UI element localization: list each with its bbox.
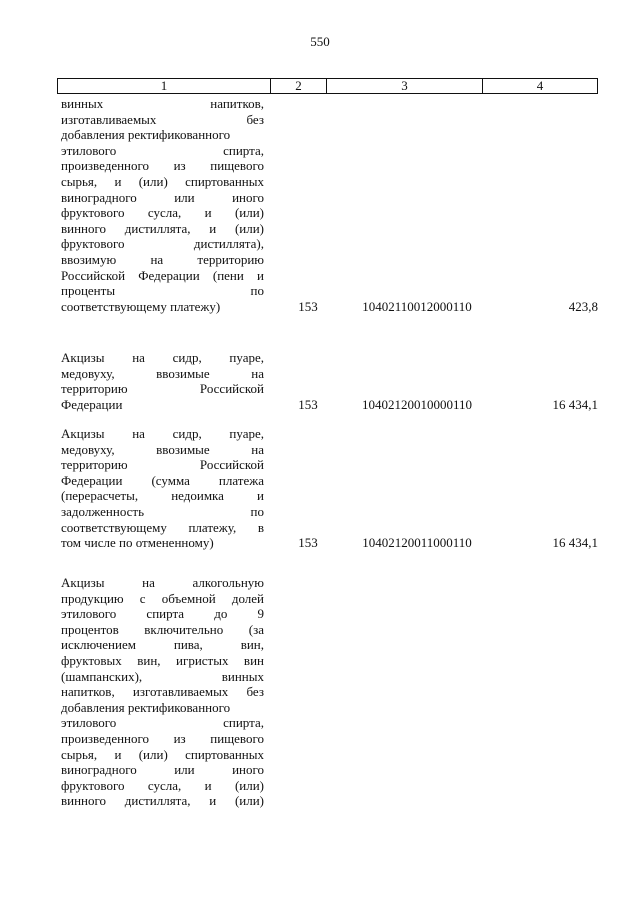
- description-line: сырья, и (или) спиртованных: [61, 746, 264, 762]
- description-line: Акцизы на сидр, пуаре,: [61, 426, 264, 441]
- description-line: этилового спирта до 9: [61, 606, 264, 622]
- description-line: фруктового сусла, и (или): [61, 205, 264, 221]
- description-line: продукцию с объемной долей: [61, 590, 264, 606]
- description-line: процентов включительно (за: [61, 621, 264, 637]
- description-line: произведенного из пищевого: [61, 730, 264, 746]
- description-line: Акцизы на сидр, пуаре,: [61, 350, 264, 365]
- description-line: фруктовых вин, игристых вин: [61, 652, 264, 668]
- description-line: этилового спирта,: [61, 142, 264, 158]
- description-line: изготавливаемых без: [61, 111, 264, 127]
- description-line: винных напитков,: [61, 96, 264, 111]
- row-amount: 16 434,1: [552, 535, 598, 551]
- table-header: [57, 78, 598, 94]
- description-line: проценты по: [61, 283, 264, 299]
- row-description: [61, 575, 264, 809]
- description-line: исключением пива, вин,: [61, 637, 264, 653]
- description-line: произведенного из пищевого: [61, 158, 264, 174]
- description-line: соответствующему платежу): [61, 298, 221, 314]
- row-description: [61, 426, 264, 551]
- description-line: фруктового сусла, и (или): [61, 777, 264, 793]
- description-line: (шампанских), винных: [61, 668, 264, 684]
- description-line: том числе по отмененному): [61, 535, 214, 551]
- row-description: [61, 96, 264, 314]
- row-kbk: 10402110012000110: [362, 298, 472, 314]
- description-line: винного дистиллята, и (или): [61, 220, 264, 236]
- page-number: 550: [310, 34, 330, 49]
- column-header-3: 3: [327, 79, 483, 93]
- row-kbk: 10402120010000110: [361, 396, 473, 412]
- row-code: 153: [298, 535, 318, 551]
- description-line: сырья, и (или) спиртованных: [61, 173, 264, 189]
- column-header-4: 4: [536, 78, 544, 93]
- description-line: медовуху, ввозимые на: [61, 365, 264, 381]
- description-line: соответствующему платежу, в: [61, 519, 264, 535]
- description-line: Федерации (сумма платежа: [61, 472, 264, 488]
- row-code: 153: [298, 396, 318, 412]
- description-line: этилового спирта,: [61, 715, 264, 731]
- description-line: добавления ректификованного: [61, 127, 231, 143]
- description-line: добавления ректификованного: [61, 699, 231, 715]
- description-line: ввозимую на территорию: [61, 251, 264, 267]
- row-kbk: 10402120011000110: [362, 535, 472, 551]
- description-line: Российской Федерации (пени и: [61, 267, 264, 283]
- description-line: медовуху, ввозимые на: [61, 441, 264, 457]
- row-amount: 423,8: [568, 298, 598, 314]
- column-header-1: 1: [58, 79, 271, 93]
- description-line: задолженность по: [61, 503, 264, 519]
- column-header-2: 2: [271, 79, 327, 93]
- description-line: виноградного или иного: [61, 762, 264, 778]
- row-amount: 16 434,1: [552, 396, 598, 412]
- description-line: территорию Российской: [61, 457, 264, 473]
- row-description: [61, 350, 264, 412]
- description-line: территорию Российской: [61, 381, 264, 397]
- description-line: Федерации: [61, 396, 123, 412]
- description-line: винного дистиллята, и (или): [61, 793, 264, 809]
- description-line: напитков, изготавливаемых без: [61, 684, 264, 700]
- description-line: виноградного или иного: [61, 189, 264, 205]
- row-code: 153: [298, 298, 318, 314]
- description-line: (перерасчеты, недоимка и: [61, 488, 264, 504]
- description-line: фруктового дистиллята),: [61, 236, 264, 252]
- description-line: Акцизы на алкогольную: [61, 575, 264, 590]
